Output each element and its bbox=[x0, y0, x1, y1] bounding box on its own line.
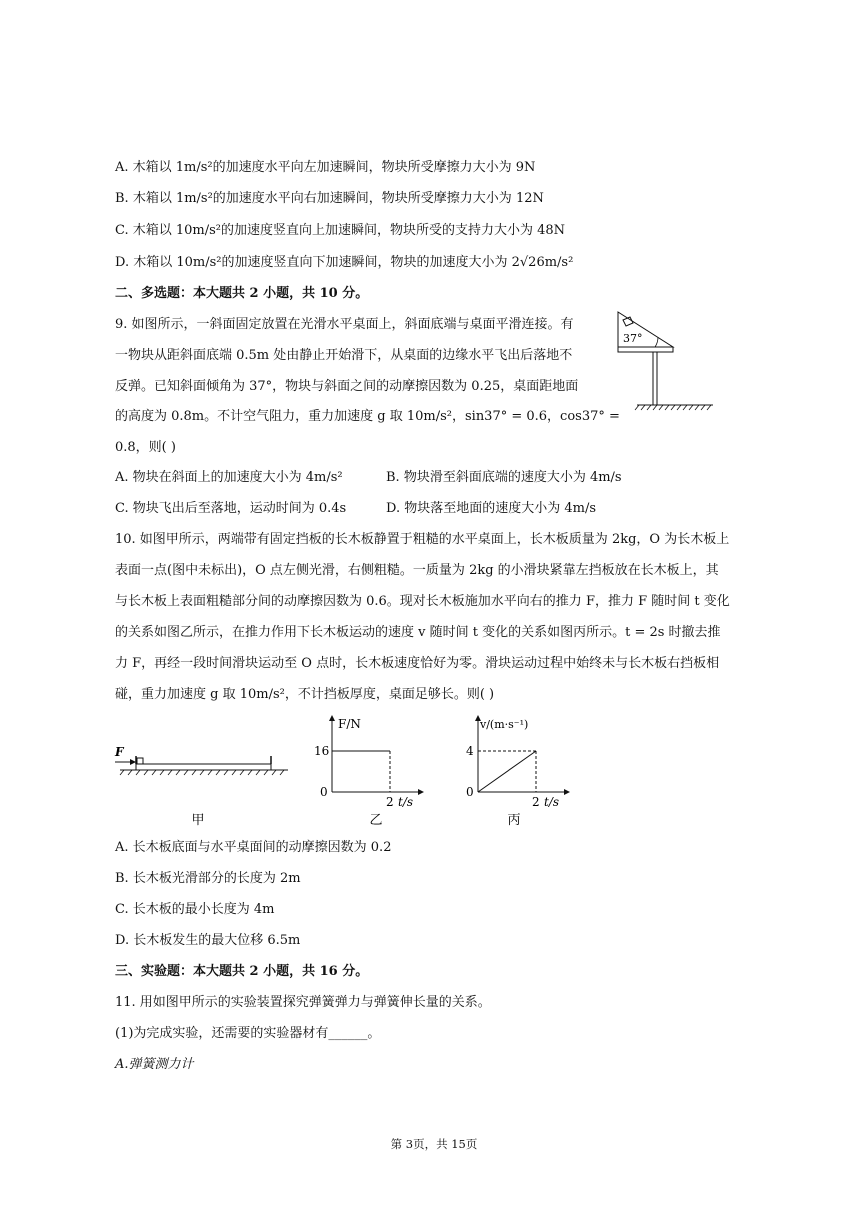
q8-option-d: D. 木箱以 10m/s²的加速度竖直向下加速瞬间，物块的加速度大小为 2√26m/s² bbox=[115, 255, 574, 270]
q10-line-3: 与长木板上表面粗糙部分间的动摩擦因数为 0.6。现对长木板施加水平向右的推力 F，推力 F 随时间 t 变化 bbox=[115, 594, 730, 609]
origin-label: 0 bbox=[466, 785, 474, 799]
q10-figure-bing bbox=[456, 712, 581, 830]
q10-line-2: 表面一点(图中未标出)，O 点左侧光滑，右侧粗糙。一质量为 2kg 的小滑块紧靠左挡板放在长木板上，其 bbox=[115, 563, 719, 578]
q11-line-3: A.弹簧测力计 bbox=[115, 1057, 194, 1072]
q10-line-5: 力 F，再经一段时间滑块运动至 O 点时，长木板速度恰好为零。滑块运动过程中始终未与长木板右挡板相 bbox=[115, 656, 720, 671]
q8-option-a: A. 木箱以 1m/s²的加速度水平向左加速瞬间，物块所受摩擦力大小为 9N bbox=[115, 160, 536, 175]
slider-block bbox=[137, 758, 143, 764]
section2-title: 二、多选题：本大题共 2 小题，共 10 分。 bbox=[115, 286, 369, 301]
section3-title: 三、实验题：本大题共 2 小题，共 16 分。 bbox=[115, 964, 369, 979]
q9-line-2: 一物块从距斜面底端 0.5m 处由静止开始滑下，从桌面的边缘水平飞出后落地不 bbox=[115, 348, 573, 363]
q9-line-5: 0.8，则( ) bbox=[115, 440, 176, 455]
q10-line-1: 10. 如图甲所示，两端带有固定挡板的长木板静置于粗糙的水平桌面上，长木板质量为 2kg，O 为长木板上 bbox=[115, 532, 730, 547]
q10-option-d: D. 长木板发生的最大位移 6.5m bbox=[115, 933, 301, 948]
q9-option-d: D. 物块落至地面的速度大小为 4m/s bbox=[386, 501, 597, 516]
y-axis-label: F/N bbox=[338, 717, 361, 731]
x-tick-label: 2 bbox=[532, 795, 540, 809]
q9-line-1: 9. 如图所示，一斜面固定放置在光滑水平桌面上，斜面底端与桌面平滑连接。有 bbox=[115, 317, 574, 332]
q9-option-b: B. 物块滑至斜面底端的速度大小为 4m/s bbox=[386, 470, 622, 485]
block-shape bbox=[623, 317, 633, 326]
q10-option-c: C. 长木板的最小长度为 4m bbox=[115, 902, 275, 917]
long-board bbox=[136, 764, 271, 770]
caption-yi: 乙 bbox=[369, 813, 383, 828]
y-axis-label: v/(m·s⁻¹) bbox=[480, 718, 529, 731]
q10-figure-jia bbox=[110, 738, 295, 828]
force-label: F bbox=[115, 745, 124, 759]
q10-line-6: 碰，重力加速度 g 取 10m/s²，不计挡板厚度，桌面足够长。则( ) bbox=[115, 687, 495, 702]
q9-line-4: 的高度为 0.8m。不计空气阻力，重力加速度 g 取 10m/s²，sin37° = 0.6，cos37° = bbox=[115, 409, 620, 424]
q11-line-2: (1)为完成实验，还需要的实验器材有______。 bbox=[115, 1026, 381, 1041]
caption-jia: 甲 bbox=[191, 813, 205, 828]
q10-line-4: 的关系如图乙所示，在推力作用下长木板运动的速度 v 随时间 t 变化的关系如图丙所示。t = 2s 时撤去推 bbox=[115, 625, 721, 640]
x-tick-label: 2 bbox=[386, 795, 394, 809]
y-tick-label: 16 bbox=[314, 744, 330, 758]
origin-label: 0 bbox=[320, 785, 328, 799]
q9-option-c: C. 物块飞出后至落地，运动时间为 0.4s bbox=[115, 501, 347, 516]
q10-option-b: B. 长木板光滑部分的长度为 2m bbox=[115, 871, 301, 886]
q9-incline-figure bbox=[615, 310, 715, 415]
angle-label: 37° bbox=[623, 332, 643, 345]
q8-option-c: C. 木箱以 10m/s²的加速度竖直向上加速瞬间，物块所受的支持力大小为 48N bbox=[115, 223, 566, 238]
caption-bing: 丙 bbox=[507, 813, 521, 828]
page-footer: 第 3页，共 15页 bbox=[390, 1137, 478, 1151]
x-axis-label: t/s bbox=[398, 795, 414, 809]
q9-option-a: A. 物块在斜面上的加速度大小为 4m/s² bbox=[115, 470, 343, 485]
q11-line-1: 11. 用如图甲所示的实验装置探究弹簧弹力与弹簧伸长量的关系。 bbox=[115, 995, 491, 1010]
q10-figure-yi bbox=[310, 712, 435, 830]
q8-option-b: B. 木箱以 1m/s²的加速度水平向右加速瞬间，物块所受摩擦力大小为 12N bbox=[115, 191, 544, 206]
velocity-line bbox=[478, 751, 536, 792]
x-axis-label: t/s bbox=[544, 795, 560, 809]
q10-option-a: A. 长木板底面与水平桌面间的动摩擦因数为 0.2 bbox=[115, 840, 392, 855]
y-tick-label: 4 bbox=[466, 744, 474, 758]
q9-line-3: 反弹。已知斜面倾角为 37°，物块与斜面之间的动摩擦因数为 0.25，桌面距地面 bbox=[115, 379, 579, 394]
